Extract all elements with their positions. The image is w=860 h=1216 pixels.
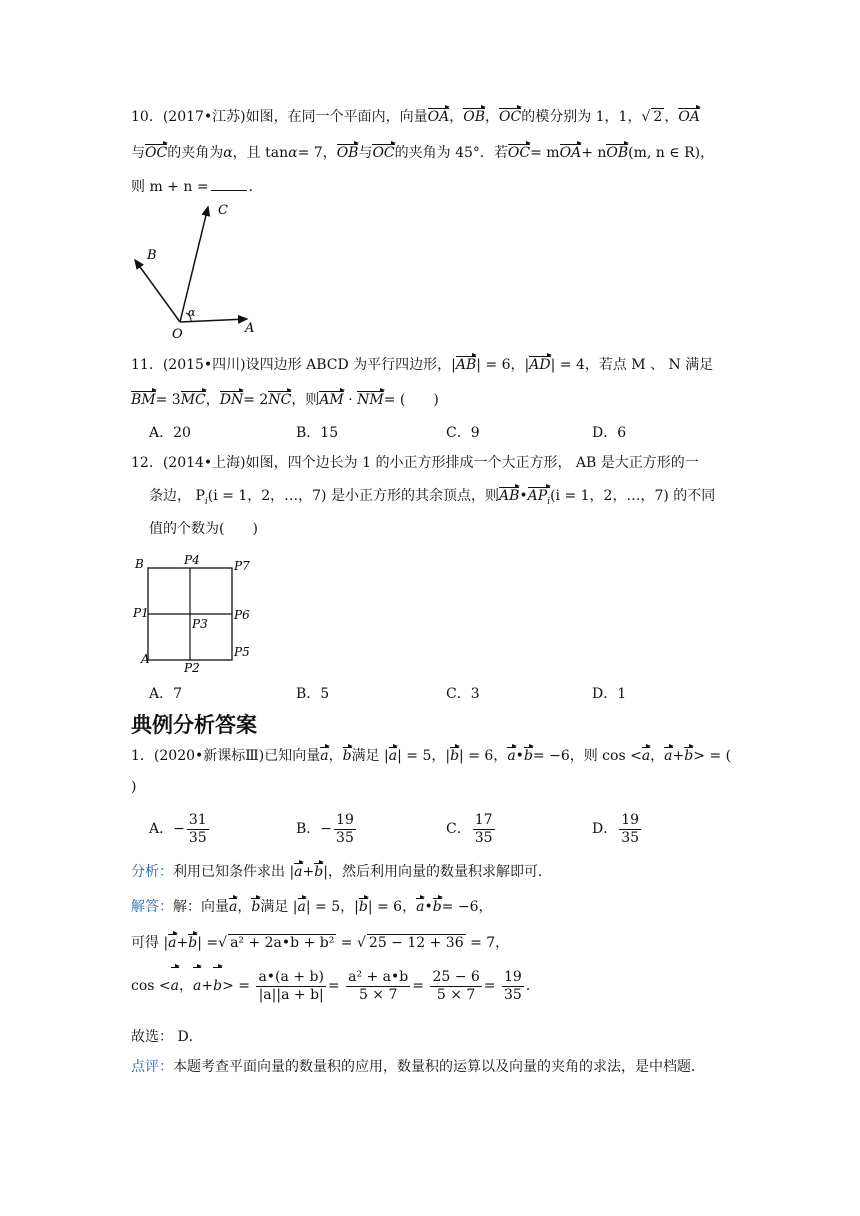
section-heading: 典例分析答案 [131,713,257,737]
comment-line: 点评：本题考查平面向量的数量积的应用，数量积的运算以及向量的夹角的求法，是中档题． [131,1059,705,1075]
vector-oc: OC [499,109,522,125]
sqrt-expression-1: a² + 2a•b + b² [230,935,335,951]
q11-option-d: D．6 [592,425,627,441]
vector-ad: AD [529,357,551,373]
a1-number: 1． [131,748,154,764]
vector-oa: OA [559,145,582,161]
q10-source: (2017•江苏) [162,109,246,125]
vector-mc: MC [180,392,206,408]
vector-nc: NC [268,392,292,408]
q12-line-1: 12．(2014•上海)如图，四个边长为 1 的小正方形排成一个大正方形， AB 是大正方形的一 [131,455,699,471]
label-p1: P1 [133,606,149,620]
fraction-4: $\frac{19}{35}$ [503,968,522,1003]
fraction-3: $\frac{25 - 6}{5 \times 7}$ [432,968,480,1003]
vector-oa: OA [678,109,700,125]
a1-option-b: B．− $\frac{19}{35}$ [296,811,354,846]
vector-oc: OC [372,145,395,161]
q10-vector-figure [125,195,265,345]
a1-source: (2020•新课标Ⅲ) [153,748,265,764]
q10-text: 如图，在同一个平面内，向量 [245,109,428,125]
vector-bm: BM [131,392,156,408]
vector-am: AM [319,392,344,408]
q12-line-2: 条边， $P_i(i = 1$，2，…，7) 是小正方形的其余顶点，则$AB•AP_i(i = 1$，2，…，7) 的不同 [149,486,715,512]
solution-line: 解答：解：向量a，b满足 |a| = 5，|b| = 6，a•b= −6， [131,899,493,915]
answer-blank [211,176,247,191]
vector-ob: OB [336,145,359,161]
vector-ab: AB [455,357,477,373]
label-p7: P7 [234,559,250,573]
label-c: C [218,203,228,218]
vector-oa-arrow [180,319,247,322]
label-p3: P3 [192,617,208,631]
label-alpha: α [188,306,196,319]
label-b: B [135,557,144,571]
calc-line-1: 可得 |a+b| =√ a² + 2a•b + b² = √ 25 − 12 + 36 = 7， [131,935,510,951]
a1-line-2: ) [131,779,137,795]
q12-option-a: A．7 [149,686,183,702]
q11-source: (2015•四川) [162,357,246,373]
q10-line-2: 与OC的夹角为α，且 tanα= 7，OB与OC的夹角为 45°．若OC= mOA+ nOB(m, n ∈ R)， [131,145,715,161]
q12-line-3: 值的个数为( ) [149,521,258,537]
q12-option-c: C．3 [446,686,480,702]
a1-option-c: C． $\frac{17}{35}$ [446,811,493,846]
label-p6: P6 [234,608,250,622]
vector-a: a [320,748,329,764]
label-a: A [141,652,150,666]
q11-line-1: 11．(2015•四川)设四边形 ABCD 为平行四边形，|AB| = 6，|AD| = 4，若点 M 、 N 满足 [131,357,714,373]
q12-number: 12． [131,455,163,471]
q11-option-c: C．9 [446,425,480,441]
q11-line-2: BM= 3MC，DN= 2NC，则AM · NM= ( ) [131,392,439,408]
vector-ab: AB [498,488,520,504]
vector-api: $AP_i$ [528,486,550,512]
a1-line-1: 1．(2020•新课标Ⅲ)已知向量a，b满足 |a| = 5，|b| = 6，a•b= −6，则 cos <a，a+b> = ( [131,748,732,764]
calc-line-2: cos <a，a+b> = $\frac{a•(a + b)}{|a||a + b|}$ = $\frac{\text{a² + a•b}}{5 \times 7}$ = $\frac{25 - 6}{5 \times 7}$ = $\frac{19}{35}$ ． [131,966,540,1006]
q12-option-b: B．5 [296,686,330,702]
q12-source: (2014•上海) [162,455,246,471]
choose-line: 故选： D． [131,1029,203,1045]
label-p4: P4 [184,553,200,567]
fraction-2: $\frac{\text{a² + a•b}}{5 \times 7}$ [348,968,409,1003]
vector-oc: OC [145,145,168,161]
vector-nm: NM [357,392,384,408]
label-p2: P2 [184,661,200,675]
label-b: B [147,248,157,263]
q12-option-d: D．1 [592,686,627,702]
sqrt-two: 2 [653,109,663,125]
vector-oc: OC [507,145,531,161]
analysis-line: 分析：利用已知条件求出 |a+b|，然后利用向量的数量积求解即可． [131,864,552,880]
q10-line-3: 则 m + n = ． [131,176,263,197]
vector-oa: OA [427,109,450,125]
vector-b: b [342,748,352,764]
analysis-label: 分析： [131,864,173,880]
label-a: A [245,321,255,336]
solution-label: 解答： [131,899,173,915]
q10-number: 10． [131,109,163,125]
label-p5: P5 [234,645,250,659]
vector-dn: DN [219,392,244,408]
vector-ob-arrow [135,260,180,322]
vector-ob: OB [463,109,485,125]
a1-option-a: A．− $\frac{31}{35}$ [149,811,207,846]
fraction-1: $\frac{a•(a + b)}{|a||a + b|}$ [258,968,324,1003]
q10-line-1: 10．(2017•江苏)如图，在同一个平面内，向量OA，OB，OC的模分别为 1，1，√ 2 ，OA [131,109,700,125]
vector-oc-arrow [180,207,208,322]
q12-square-figure [130,550,260,675]
vector-ob: OB [606,145,629,161]
comment-label: 点评： [131,1059,173,1075]
a1-option-d: D． $\frac{19}{35}$ [592,811,640,846]
q11-option-b: B．15 [296,425,339,441]
q11-number: 11． [131,357,163,373]
q11-option-a: A．20 [149,425,191,441]
label-o: O [172,327,183,342]
sqrt-expression-2: 25 − 12 + 36 [368,935,464,951]
